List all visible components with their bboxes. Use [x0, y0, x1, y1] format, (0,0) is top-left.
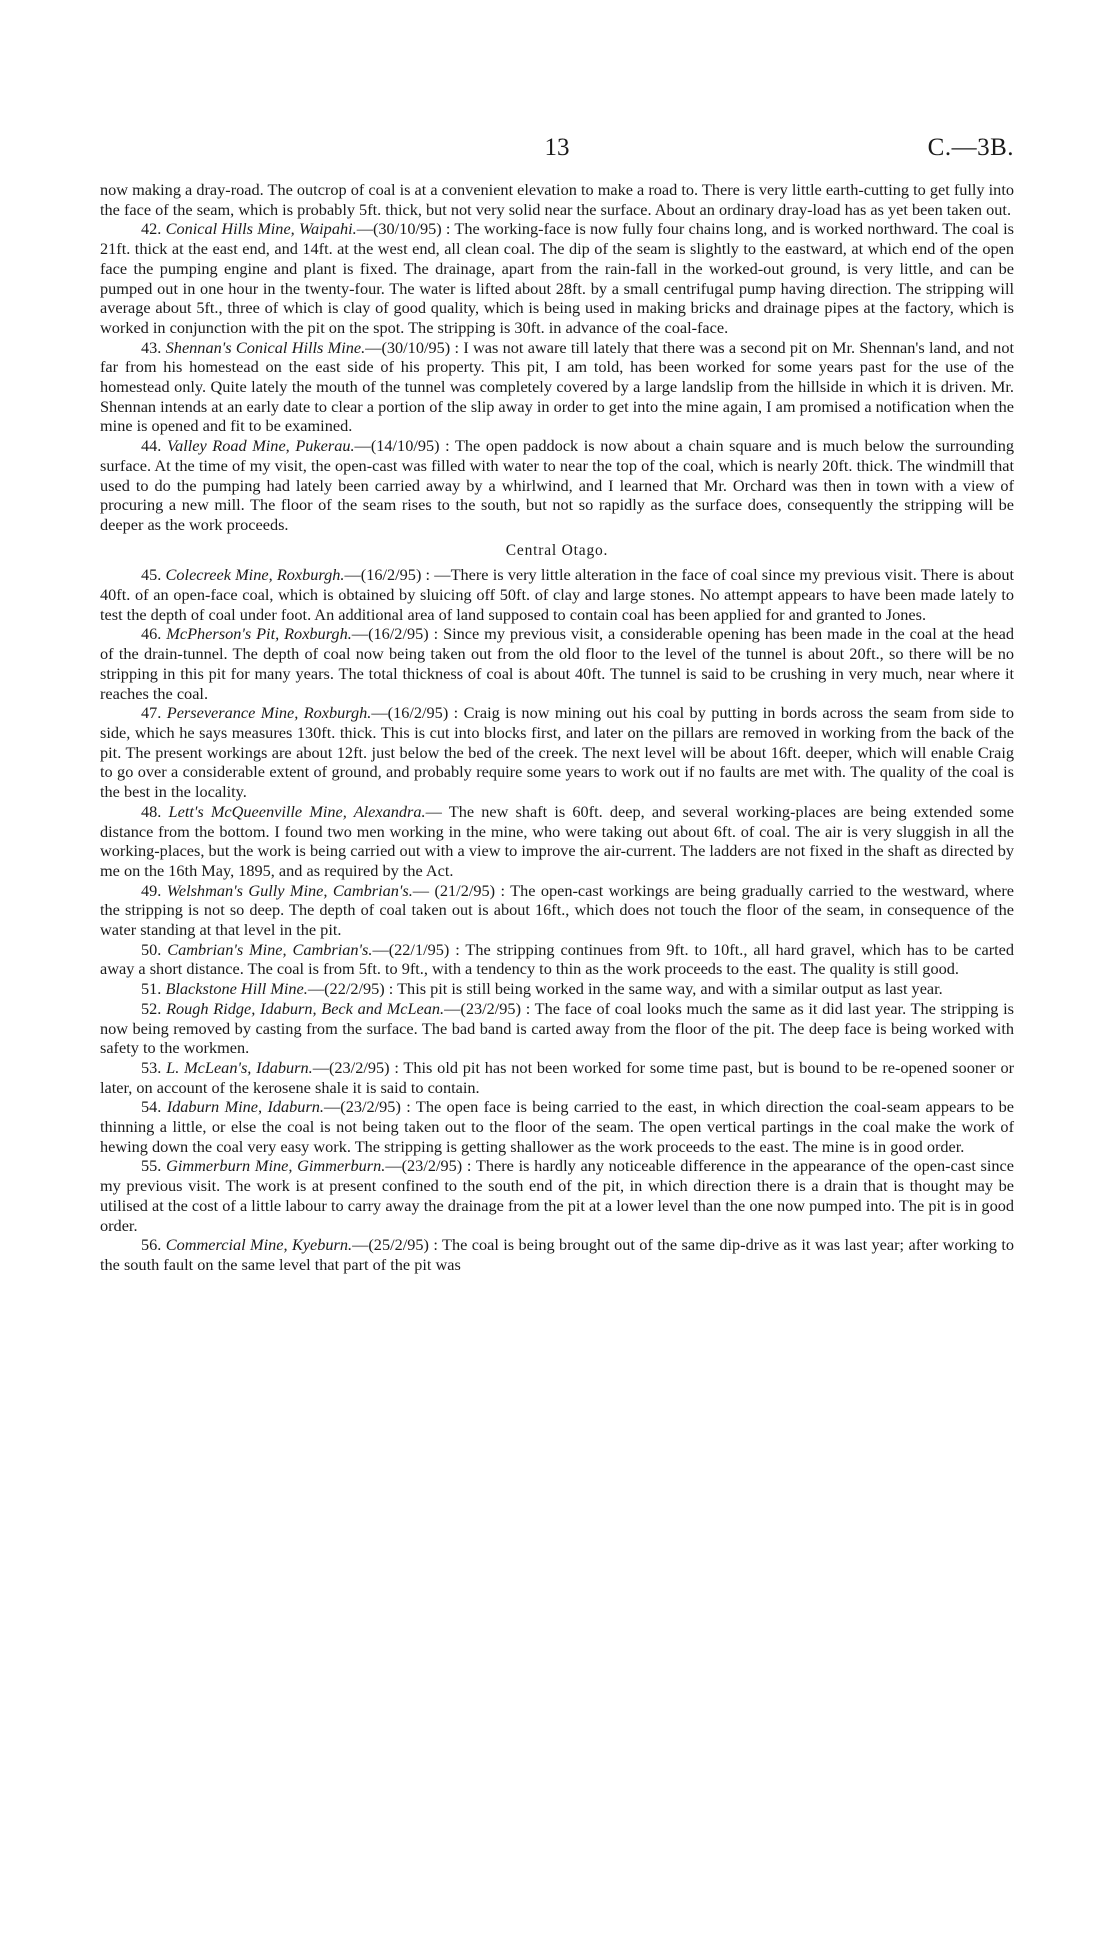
paragraph-number: 45.	[141, 565, 162, 585]
visit-date: —	[425, 801, 442, 821]
paragraph-p55	[100, 1156, 1014, 1235]
visit-date: —(16/2/95) :	[371, 703, 459, 723]
mine-title: L. McLean's, Idaburn.	[166, 1057, 313, 1077]
paragraph-text: —There is very little alteration in the face of coal since my previous visit. There is about 40ft. of an open-face coal, which is obtained by sluicing off 50ft. of clay and large stones. No attempt appears to have been made lately to test the depth of coal under foot. An additional area of land supposed to contain coal has been applied for and granted to Jones.	[100, 565, 1015, 624]
mine-title: Conical Hills Mine, Waipahi.	[165, 219, 357, 239]
page-header	[100, 134, 1014, 168]
paragraph-p49	[100, 881, 1014, 940]
paragraph-number: 52.	[141, 998, 162, 1018]
paragraph-number: 53.	[141, 1057, 162, 1077]
paragraph-number: 55.	[141, 1156, 162, 1176]
paragraph-p46	[100, 624, 1014, 703]
paragraph-text: The working-face is now fully four chains long, and is worked northward. The coal is 21ft. thick at the east end, and 14ft. at the west end, all clean coal. The dip of the seam is slightly to the eastward, at which end of the open face the pumping engine and plant is fixed. The drainage, apart from the rain-fall in the worked-out ground, is very little, and can be pumped out in one hour in the twenty-four. The water is lifted about 28ft. by a small centrifugal pump having direction. The stripping will average about 5ft., three of which is clay of good quality, which is being used in making bricks and drainage pipes at the factory, which is worked in conjunction with the pit on the spot. The stripping is 30ft. in advance of the coal-face.	[100, 219, 1015, 337]
paragraph-number: 42.	[141, 219, 162, 239]
paragraph-number: 51.	[141, 979, 162, 999]
paragraph-p53	[100, 1058, 1014, 1097]
paragraph-p48	[100, 802, 1014, 881]
paragraph-text: now making a dray-road. The outcrop of coal is at a convenient elevation to make a road to. There is very little earth-cutting to get fully into the face of the seam, which is probably 5ft. thick, but not very solid near the surface. About an ordinary dray-load has as yet been taken out.	[100, 180, 1014, 219]
paragraph-text: The open-cast workings are being gradually carried to the westward, where the stripping is not so deep. The depth of coal taken out is about 16ft., which does not touch the floor of the seam, in consequence of the water standing at that level in the pit.	[100, 880, 1015, 940]
paragraph-p42	[100, 219, 1014, 337]
mine-title: Shennan's Conical Hills Mine.	[165, 337, 366, 357]
page-number: 13	[544, 134, 570, 161]
mine-title: Gimmerburn Mine, Gimmerburn.	[166, 1156, 386, 1176]
document-reference: C.—3B.	[927, 134, 1014, 161]
paragraph-p47	[100, 703, 1014, 802]
mine-title: Rough Ridge, Idaburn, Beck and McLean.	[166, 998, 445, 1018]
visit-date: —(16/2/95) :	[351, 624, 439, 644]
paragraph-text: I was not aware till lately that there was a second pit on Mr. Shennan's land, and not far from his homestead on the east side of his property. This pit, I am told, has been worked for some years past for the use of the homestead only. Quite lately the mouth of the tunnel was completely covered by a large landslip from the hillside in which it is driven. Mr. Shennan intends at an early date to clear a portion of the slip away in order to get into the mine again, I am promised a notification when the mine is opened and fit to be examined.	[100, 337, 1014, 436]
paragraph-p43	[100, 338, 1014, 437]
visit-date: —(23/2/95) :	[444, 998, 531, 1018]
paragraph-text: The open paddock is now about a chain square and is much below the surrounding surface. At the time of my visit, the open-cast was filled with water to near the top of the coal, which is nearly 20ft. thick. The windmill that used to do the pumping had lately been carried away by a whirlwind, and I learned that Mr. Orchard was then in town with a view of procuring a new mill. The floor of the seam rises to the south, but not so rapidly as the surface does, consequently the stripping will be deeper as the work proceeds.	[100, 436, 1014, 534]
paragraph-p54	[100, 1097, 1014, 1156]
paragraph-text: This old pit has not been worked for some time past, but is bound to be re-opened sooner or later, on account of the kerosene shale it is said to contain.	[100, 1057, 1014, 1097]
visit-date: —(14/10/95) :	[354, 436, 450, 456]
paragraph-p50	[100, 940, 1014, 979]
mine-title: Perseverance Mine, Roxburgh.	[166, 703, 372, 723]
visit-date: —(22/2/95) :	[307, 979, 394, 999]
visit-date: —(30/10/95) :	[356, 219, 451, 239]
paragraph-p56	[100, 1235, 1014, 1274]
visit-date: —(22/1/95) :	[372, 939, 460, 959]
paragraph-text: Since my previous visit, a considerable opening has been made in the coal at the head of the drain-tunnel. The depth of coal now being taken out from the old floor to the level of the tunnel is about 20ft., so there will be no stripping in this pit for many years. The total thickness of coal is about 40ft. The tunnel is said to be crushing in very much, near where it reaches the coal.	[100, 624, 1014, 703]
visit-date: —(16/2/95) :	[344, 565, 431, 585]
mine-title: Blackstone Hill Mine.	[165, 979, 308, 999]
paragraph-p44	[100, 436, 1014, 535]
paragraph-number: 48.	[141, 801, 162, 821]
mine-title: Lett's McQueenville Mine, Alexandra.	[168, 801, 426, 821]
visit-date: —(23/2/95) :	[324, 1097, 411, 1117]
paragraph-text: The new shaft is 60ft. deep, and several working-places are being extended some distance from the bottom. I found two men working in the mine, who were taking out about 6ft. of coal. The air is very sluggish in all the working-places, but the work is being carried out with a view to improve the air-current. The ladders are not fixed in the shaft as directed by me on the 16th May, 1895, and as required by the Act.	[100, 801, 1014, 880]
mine-title: McPherson's Pit, Roxburgh.	[166, 624, 352, 644]
paragraph-number: 56.	[141, 1235, 162, 1255]
paragraph-text: Craig is now mining out his coal by putting in bords across the seam from side to side, which he says measures 130ft. thick. This is cut into blocks first, and later on the pillars are removed in working from the back of the pit. The present workings are about 12ft. just below the bed of the creek. The next level will be about 16ft. deeper, which will enable Craig to go over a considerable extent of ground, and probably require some years to work out if no faults are met with. The quality of the coal is the best in the locality.	[100, 703, 1015, 802]
visit-date: —(25/2/95) :	[352, 1235, 438, 1255]
paragraph-number: 44.	[141, 436, 162, 456]
paragraph-p45	[100, 565, 1014, 624]
section-heading: Central Otago.	[505, 541, 609, 559]
mine-title: Cambrian's Mine, Cambrian's.	[167, 939, 373, 959]
mine-title: Valley Road Mine, Pukerau.	[166, 436, 355, 456]
paragraph-text: The coal is being brought out of the same dip-drive as it was last year; after working to the south fault on the same level that part of the pit was	[100, 1235, 1015, 1274]
mine-title: Commercial Mine, Kyeburn.	[165, 1235, 353, 1255]
document-body	[100, 180, 1014, 1275]
paragraph-text: This pit is still being worked in the same way, and with a similar output as last year.	[397, 979, 943, 999]
paragraph-text: There is hardly any noticeable difference in the appearance of the open-cast since my previous visit. The work is at present confined to the south end of the pit, in which direction there is a drain that is thought may be utilised at the cost of a little labour to carry away the drainage from the pit at a lower level than the one now pumped into. The pit is in good order.	[100, 1156, 1015, 1235]
paragraph-number: 54.	[141, 1097, 162, 1117]
paragraph-p52	[100, 999, 1014, 1058]
visit-date: — (21/2/95) :	[412, 880, 505, 900]
mine-title: Idaburn Mine, Idaburn.	[166, 1097, 324, 1117]
paragraph-number: 43.	[141, 337, 162, 357]
mine-title: Welshman's Gully Mine, Cambrian's.	[166, 880, 413, 900]
paragraph-text: The open face is being carried to the east, in which direction the coal-seam appears to be thinning a little, or else the coal is not being taken out to the floor of the seam. The open vertical partings in the coal make the work of hewing down the coal very easy work. The stripping is getting shallower as the work proceeds to the east. The mine is in good order.	[100, 1097, 1015, 1156]
paragraph-cont	[100, 180, 1014, 219]
visit-date: —(23/2/95) :	[312, 1057, 399, 1077]
paragraph-p51	[100, 979, 1014, 999]
paragraph-text: The stripping continues from 9ft. to 10ft., all hard gravel, which has to be carted away a short distance. The coal is from 5ft. to 9ft., with a tendency to thin as the work proceeds to the east. The quality is still good.	[100, 939, 1015, 979]
paragraph-number: 46.	[141, 624, 162, 644]
paragraph-number: 49.	[141, 880, 162, 900]
mine-title: Colecreek Mine, Roxburgh.	[165, 565, 345, 585]
visit-date: —(30/10/95) :	[365, 337, 460, 357]
paragraph-number: 50.	[141, 939, 162, 959]
visit-date: —(23/2/95) :	[385, 1156, 472, 1176]
paragraph-text: The face of coal looks much the same as it did last year. The stripping is now being removed by casting from the surface. The bad band is carted away from the floor of the pit. The deep face is being worked with safety to the workmen.	[100, 998, 1015, 1058]
paragraph-number: 47.	[141, 703, 162, 723]
